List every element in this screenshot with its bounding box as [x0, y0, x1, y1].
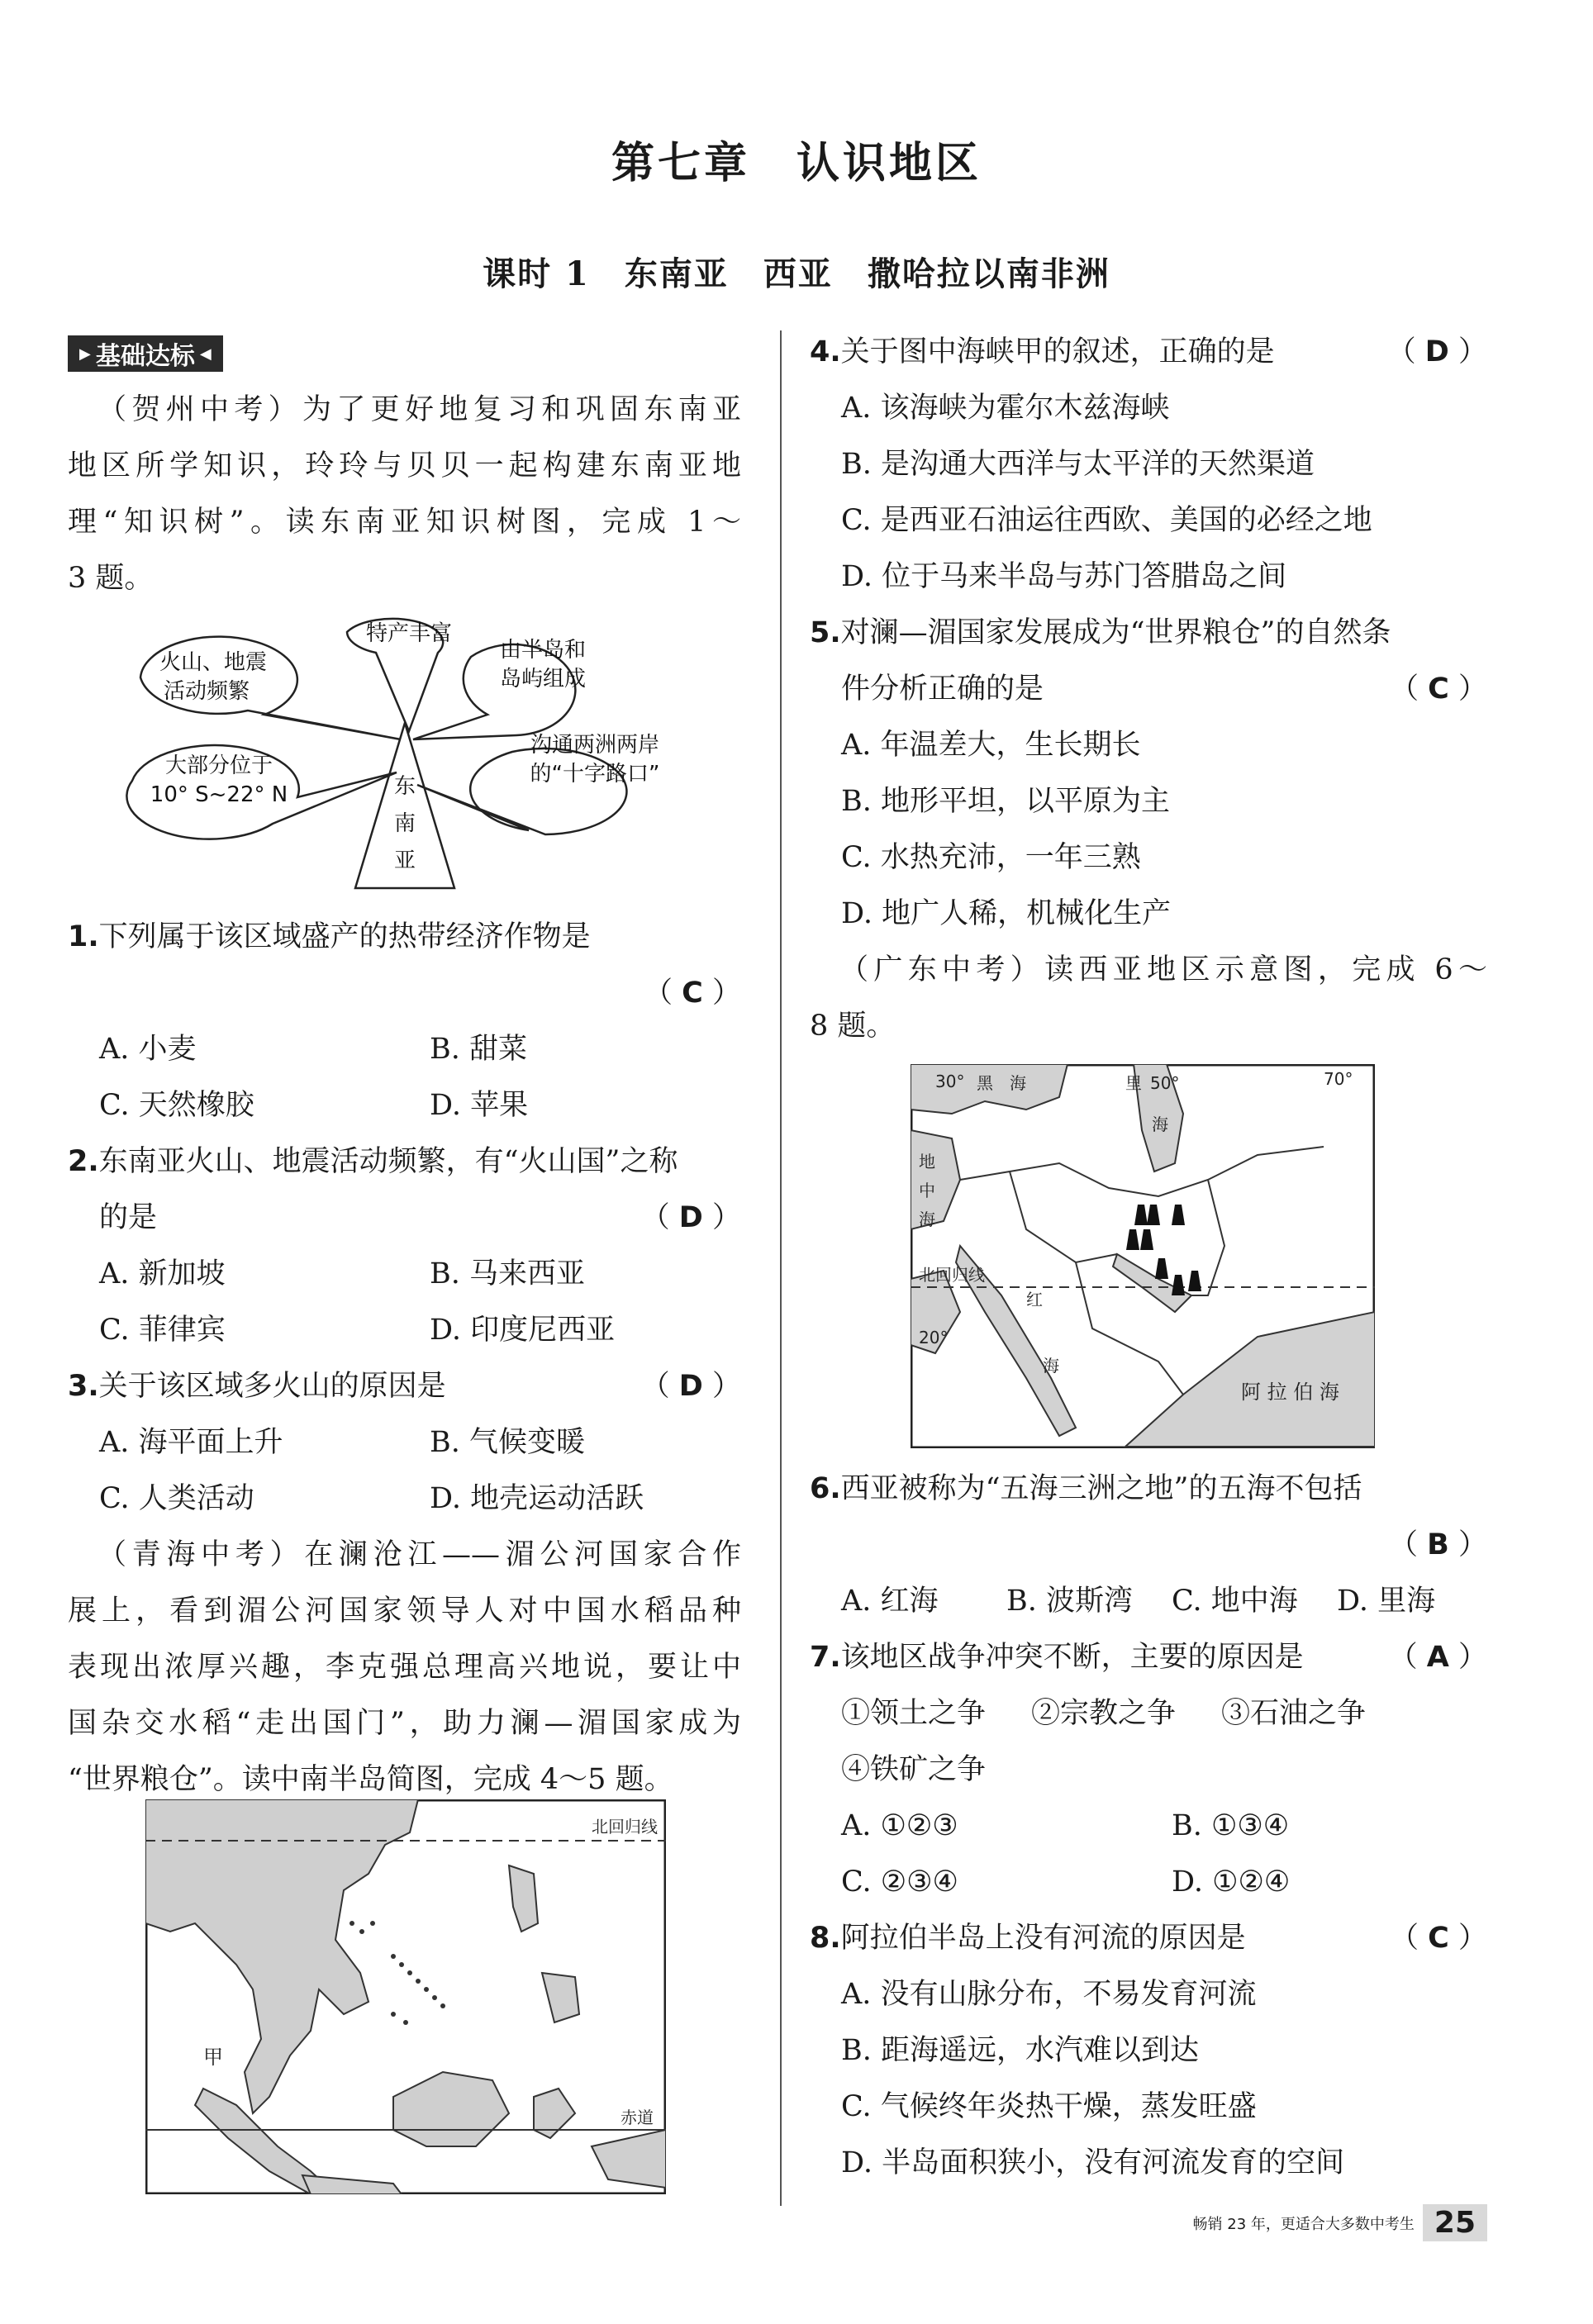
answer: D: [1424, 335, 1449, 368]
question-7: 7.该地区战争冲突不断，主要的原因是 （ A ） ①领土之争 ②宗教之争 ③石油之争 ④铁矿之争 A. ①②③ B. ①③④ C. ②③④ D. ①②④: [810, 1629, 1487, 1910]
option: D. 里海: [1337, 1585, 1436, 1618]
bubble-text: 特产丰富: [365, 621, 453, 646]
trunk-char: 东: [393, 774, 416, 799]
bubble-text: 的“十字路口”: [530, 762, 660, 787]
option: C. 水热充沛，一年三熟: [841, 841, 1141, 874]
triangle-right-icon: ▶: [79, 345, 91, 363]
option: D. 印度尼西亚: [430, 1314, 616, 1347]
question-number: 3.: [68, 1370, 99, 1403]
intro-2-line: 国杂交水稻“走出国门”，助力澜—湄国家成为: [68, 1707, 741, 1740]
option: B. 甜菜: [430, 1033, 527, 1066]
map-label: 黑 海: [977, 1073, 1026, 1093]
map-label: 20°: [919, 1328, 949, 1347]
section-tag: [68, 335, 223, 372]
question-text: 西亚被称为“五海三洲之地”的五海不包括: [840, 1472, 1362, 1505]
option: A. 该海峡为霍尔木兹海峡: [841, 392, 1170, 425]
intro-3-line: （广东中考）读西亚地区示意图，完成 6～: [839, 953, 1487, 986]
option: C. ②③④: [841, 1865, 958, 1899]
intro-1-line: 3 题。: [68, 562, 154, 595]
option: D. 半岛面积狭小，没有河流发育的空间: [841, 2146, 1345, 2179]
bubble-text: 10° S~22° N: [150, 782, 288, 807]
intro-1: [68, 382, 741, 606]
question-number: 4.: [810, 335, 841, 368]
option: B. 是沟通大西洋与太平洋的天然渠道: [841, 448, 1315, 481]
page-number: 25: [1423, 2204, 1487, 2241]
option: A. 没有山脉分布，不易发育河流: [841, 1978, 1257, 2011]
answer: C: [682, 977, 703, 1010]
option: A. 海平面上升: [99, 1426, 283, 1459]
answer: C: [1428, 1922, 1449, 1955]
question-number: 2.: [68, 1145, 99, 1178]
lesson-title: 课时 1 东南亚 西亚 撒哈拉以南非洲: [483, 254, 1110, 293]
option: B. 距海遥远，水汽难以到达: [841, 2034, 1199, 2067]
chapter-title: 第七章 认识地区: [611, 138, 982, 188]
trunk-char: 南: [393, 811, 416, 836]
intro-3-line: 8 题。: [810, 1010, 896, 1043]
trunk-char: 亚: [393, 848, 416, 873]
option: A. 新加坡: [99, 1257, 226, 1290]
map-label: 30°: [935, 1072, 965, 1091]
question-text: 关于图中海峡甲的叙述，正确的是: [840, 335, 1275, 368]
intro-1-line: 地区所学知识，玲玲与贝贝一起构建东南亚地: [68, 449, 741, 482]
question-text: 的是: [99, 1201, 158, 1234]
question-number: 8.: [810, 1922, 841, 1955]
map-label: 海: [919, 1210, 935, 1229]
question-text: 阿拉伯半岛上没有河流的原因是: [840, 1922, 1246, 1955]
option: C. 人类活动: [99, 1482, 254, 1515]
answer: D: [678, 1201, 703, 1234]
option: D. 地广人稀，机械化生产: [841, 897, 1172, 930]
intro-2-line: （青海中考）在澜沧江——湄公河国家合作: [97, 1538, 741, 1571]
map-label: 红: [1026, 1290, 1043, 1309]
option: C. 天然橡胶: [99, 1089, 254, 1122]
intro-1-line: （贺州中考）为了更好地复习和巩固东南亚: [97, 393, 741, 426]
question-3: 3.关于该区域多火山的原因是 （ D ） A. 海平面上升 B. 气候变暖 C. 人类活动 D. 地壳运动活跃: [68, 1358, 741, 1527]
footer: [1115, 2204, 1487, 2241]
option: B. 气候变暖: [430, 1426, 585, 1459]
intro-3: [810, 942, 1487, 1054]
question-text: 该地区战争冲突不断，主要的原因是: [840, 1641, 1304, 1674]
intro-2-line: 表现出浓厚兴趣，李克强总理高兴地说，要让中: [68, 1651, 741, 1684]
option: B. 马来西亚: [430, 1257, 585, 1290]
map-label: 地: [919, 1152, 935, 1172]
option: A. 红海: [841, 1585, 939, 1618]
west-asia-map: [911, 1064, 1375, 1448]
question-2: 2.东南亚火山、地震活动频繁，有“火山国”之称 的是 （ D ） A. 新加坡 B. 马来西亚 C. 菲律宾 D. 印度尼西亚: [68, 1133, 741, 1358]
question-6: 6.西亚被称为“五海三洲之地”的五海不包括 （ B ） A. 红海 B. 波斯湾 C. 地中海 D. 里海: [810, 1461, 1487, 1629]
question-number: 1.: [68, 920, 99, 953]
map-label: 里: [1125, 1073, 1142, 1093]
footer-slogan: 畅销 23 年，更适合大多数中考生: [1192, 2215, 1415, 2233]
map-label: 70°: [1324, 1069, 1353, 1089]
question-4: 4.关于图中海峡甲的叙述，正确的是 （ D ） A. 该海峡为霍尔木兹海峡 B. 是沟通大西洋与太平洋的天然渠道 C. 是西亚石油运往西欧、美国的必经之地 D. 位于马来半岛与苏门答腊岛之间: [810, 324, 1487, 605]
item: ②宗教之争: [1031, 1697, 1177, 1730]
map-label: 中: [919, 1181, 935, 1200]
question-5: 5.对澜—湄国家发展成为“世界粮仓”的自然条 件分析正确的是 （ C ） A. 年温差大，生长期长 B. 地形平坦，以平原为主 C. 水热充沛，一年三熟 D. 地广人稀，机械化生产: [810, 605, 1487, 942]
knowledge-tree-diagram: [124, 607, 686, 896]
section-tag-label: 基础达标: [95, 342, 195, 371]
question-number: 6.: [810, 1472, 841, 1505]
triangle-left-icon: ◀: [199, 345, 212, 363]
question-text: 关于该区域多火山的原因是: [98, 1370, 446, 1403]
intro-2-line: 展上，看到湄公河国家领导人对中国水稻品种: [68, 1594, 741, 1628]
option: B. 地形平坦，以平原为主: [841, 785, 1170, 818]
question-8: 8.阿拉伯半岛上没有河流的原因是 （ C ） A. 没有山脉分布，不易发育河流 B. 距海遥远，水汽难以到达 C. 气候终年炎热干燥，蒸发旺盛 D. 半岛面积狭小，没有河流发育的空间: [810, 1910, 1487, 2191]
question-text: 东南亚火山、地震活动频繁，有“火山国”之称: [98, 1145, 678, 1178]
option: A. ①②③: [841, 1809, 958, 1842]
option: B. 波斯湾: [1006, 1585, 1133, 1618]
option: C. 是西亚石油运往西欧、美国的必经之地: [841, 504, 1372, 537]
bubble-text: 活动频繁: [163, 679, 250, 704]
intro-2: [68, 1527, 741, 1808]
item: ④铁矿之争: [841, 1753, 987, 1786]
bubble-text: 由半岛和: [499, 638, 587, 663]
option: B. ①③④: [1172, 1809, 1290, 1842]
equator-label: 赤道: [621, 2108, 654, 2127]
bubble-text: 火山、地震: [159, 650, 268, 675]
intro-1-line: 理“知识树”。读东南亚知识树图，完成 1～: [68, 506, 741, 539]
option: C. 气候终年炎热干燥，蒸发旺盛: [841, 2090, 1257, 2123]
question-text: 对澜—湄国家发展成为“世界粮仓”的自然条: [840, 616, 1391, 649]
answer: A: [1426, 1641, 1449, 1674]
question-1: 1.下列属于该区域盛产的热带经济作物是 （ C ） A. 小麦 B. 甜菜 C. 天然橡胶 D. 苹果: [68, 909, 741, 1133]
tropic-label: 北回归线: [592, 1817, 658, 1837]
option: A. 年温差大，生长期长: [841, 729, 1141, 762]
option: C. 地中海: [1172, 1585, 1298, 1618]
map-label: 北回归线: [919, 1265, 985, 1285]
column-divider: [780, 330, 782, 2206]
question-number: 5.: [810, 616, 841, 649]
bubble-text: 岛屿组成: [499, 667, 587, 691]
question-text: 下列属于该区域盛产的热带经济作物是: [98, 920, 591, 953]
answer: C: [1428, 672, 1449, 706]
bubble-text: 沟通两洲两岸: [530, 733, 660, 758]
option: D. 地壳运动活跃: [430, 1482, 644, 1515]
answer: B: [1427, 1528, 1449, 1561]
map-label: 海: [1043, 1356, 1059, 1376]
strait-label: 甲: [203, 2046, 223, 2069]
map-label: 阿 拉 伯 海: [1241, 1381, 1339, 1404]
option: A. 小麦: [99, 1033, 197, 1066]
option: C. 菲律宾: [99, 1314, 226, 1347]
intro-2-line: “世界粮仓”。读中南半岛简图，完成 4～5 题。: [68, 1763, 673, 1796]
bubble-text: 大部分位于: [164, 753, 273, 778]
option: D. 苹果: [430, 1089, 529, 1122]
map-label: 海: [1152, 1114, 1168, 1134]
southeast-asia-map: [145, 1799, 666, 2194]
option: D. 位于马来半岛与苏门答腊岛之间: [841, 560, 1287, 593]
item: ①领土之争: [841, 1697, 987, 1730]
question-text: 件分析正确的是: [841, 672, 1044, 706]
question-number: 7.: [810, 1641, 841, 1674]
map-label: 50°: [1150, 1073, 1180, 1093]
item: ③石油之争: [1221, 1697, 1367, 1730]
answer: D: [678, 1370, 703, 1403]
option: D. ①②④: [1172, 1865, 1291, 1899]
